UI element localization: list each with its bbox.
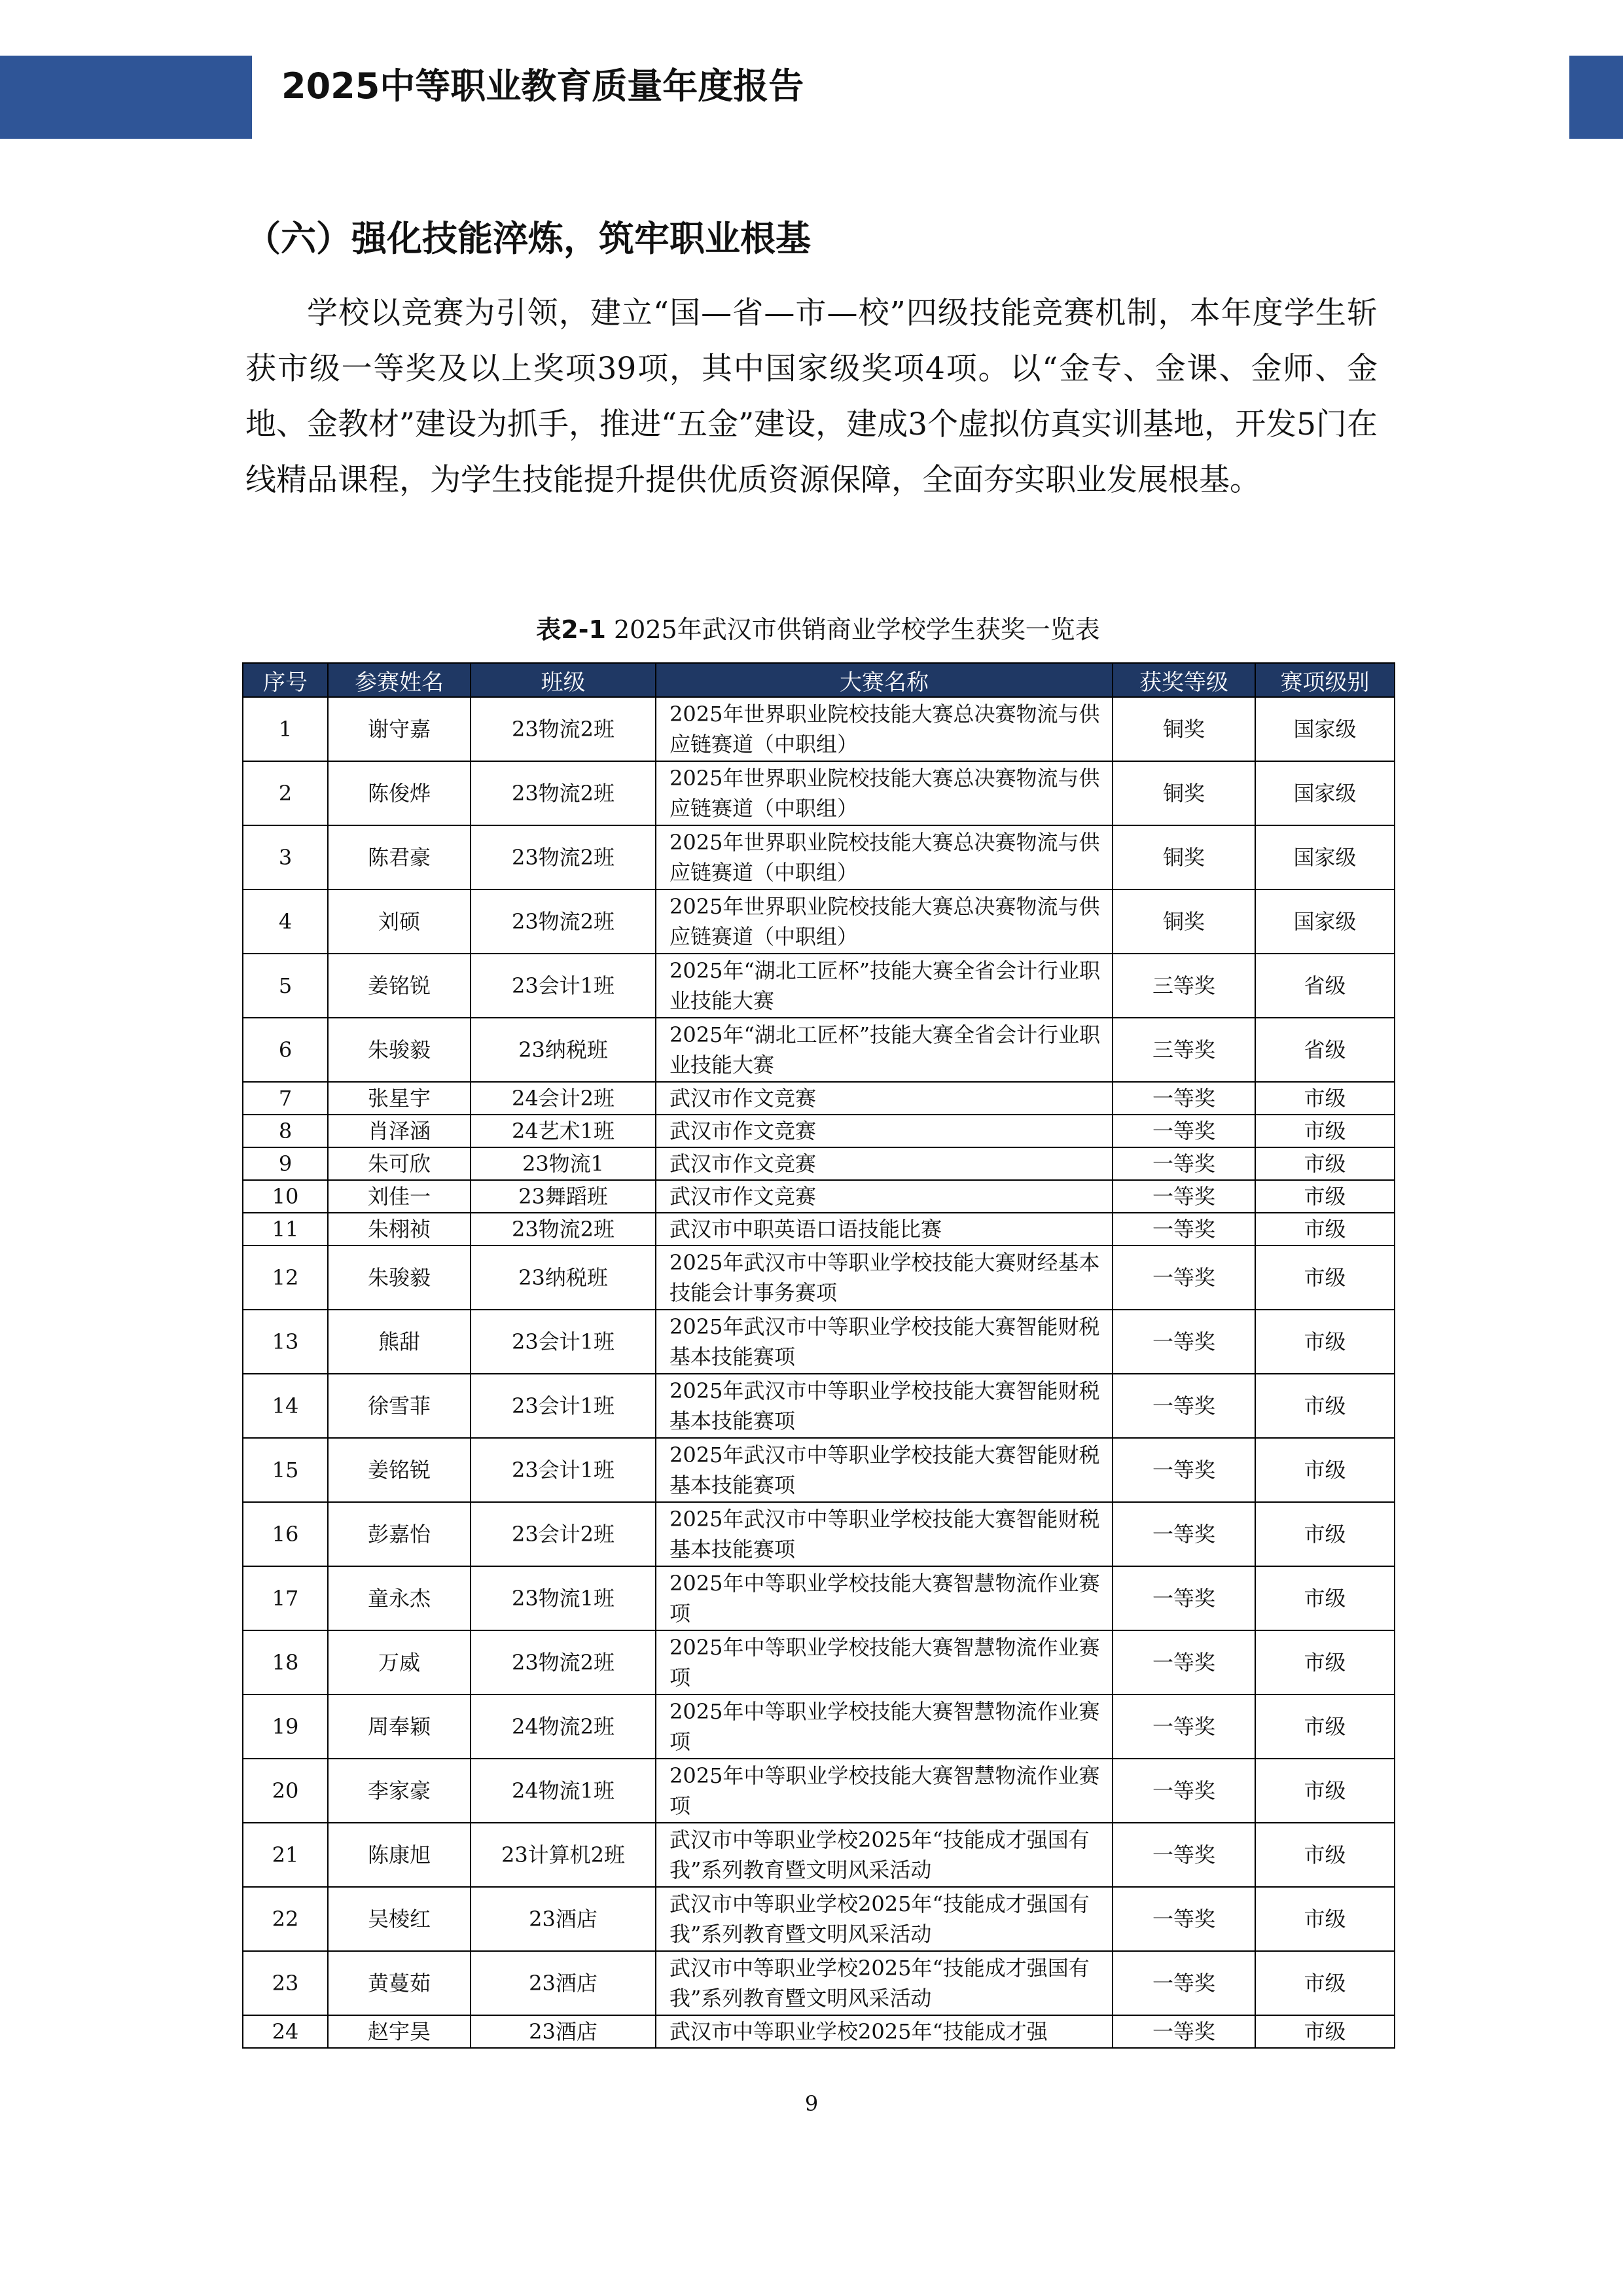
cell-level: 市级 (1255, 1213, 1395, 1246)
table-row (243, 761, 1395, 825)
table-body (243, 697, 1395, 2048)
cell-no: 13 (243, 1310, 328, 1374)
cell-no: 17 (243, 1566, 328, 1630)
table-row (243, 1759, 1395, 1823)
cell-no: 24 (243, 2015, 328, 2048)
cell-class: 23物流2班 (471, 1213, 656, 1246)
table-row (243, 1213, 1395, 1246)
cell-competition: 2025年武汉市中等职业学校技能大赛财经基本技能会计事务赛项 (656, 1246, 1113, 1310)
cell-level: 市级 (1255, 1630, 1395, 1695)
cell-no: 9 (243, 1147, 328, 1180)
cell-class: 23会计1班 (471, 1310, 656, 1374)
cell-level: 国家级 (1255, 889, 1395, 954)
cell-competition: 2025年武汉市中等职业学校技能大赛智能财税基本技能赛项 (656, 1310, 1113, 1374)
cell-competition: 2025年中等职业学校技能大赛智慧物流作业赛项 (656, 1566, 1113, 1630)
cell-name: 黄蔓茹 (328, 1951, 471, 2015)
cell-name: 谢守嘉 (328, 697, 471, 761)
page-number: 9 (804, 2091, 819, 2116)
cell-award: 一等奖 (1113, 1082, 1255, 1115)
cell-award: 铜奖 (1113, 889, 1255, 954)
cell-no: 10 (243, 1180, 328, 1213)
table-caption (242, 610, 1394, 649)
cell-name: 肖泽涵 (328, 1115, 471, 1147)
cell-level: 市级 (1255, 1759, 1395, 1823)
cell-award: 一等奖 (1113, 1823, 1255, 1887)
cell-award: 铜奖 (1113, 697, 1255, 761)
cell-class: 23酒店 (471, 1951, 656, 2015)
col-header-class: 班级 (471, 663, 656, 697)
cell-no: 3 (243, 825, 328, 889)
cell-name: 刘硕 (328, 889, 471, 954)
cell-level: 国家级 (1255, 825, 1395, 889)
cell-class: 23计算机2班 (471, 1823, 656, 1887)
cell-competition: 2025年中等职业学校技能大赛智慧物流作业赛项 (656, 1759, 1113, 1823)
cell-no: 20 (243, 1759, 328, 1823)
table-row (243, 1115, 1395, 1147)
cell-no: 16 (243, 1502, 328, 1566)
table-row (243, 1695, 1395, 1759)
cell-no: 5 (243, 954, 328, 1018)
table-row (243, 1310, 1395, 1374)
header-accent-bar-left (0, 56, 252, 139)
cell-name: 徐雪菲 (328, 1374, 471, 1438)
cell-class: 23舞蹈班 (471, 1180, 656, 1213)
table-caption-number: 表2-1 (536, 615, 606, 644)
cell-no: 4 (243, 889, 328, 954)
cell-award: 一等奖 (1113, 1310, 1255, 1374)
cell-level: 市级 (1255, 1180, 1395, 1213)
cell-level: 市级 (1255, 1310, 1395, 1374)
cell-name: 童永杰 (328, 1566, 471, 1630)
cell-name: 陈俊烨 (328, 761, 471, 825)
section-heading: （六）强化技能淬炼，筑牢职业根基 (245, 218, 811, 259)
cell-no: 14 (243, 1374, 328, 1438)
cell-class: 23酒店 (471, 1887, 656, 1951)
cell-name: 朱骏毅 (328, 1018, 471, 1082)
cell-award: 一等奖 (1113, 1630, 1255, 1695)
cell-competition: 2025年武汉市中等职业学校技能大赛智能财税基本技能赛项 (656, 1502, 1113, 1566)
table-row (243, 1823, 1395, 1887)
cell-competition: 2025年世界职业院校技能大赛总决赛物流与供应链赛道（中职组） (656, 761, 1113, 825)
cell-competition: 武汉市作文竞赛 (656, 1082, 1113, 1115)
table-row (243, 2015, 1395, 2048)
cell-award: 一等奖 (1113, 1180, 1255, 1213)
cell-class: 23物流2班 (471, 825, 656, 889)
cell-class: 23物流2班 (471, 697, 656, 761)
table-row (243, 1246, 1395, 1310)
cell-competition: 武汉市中等职业学校2025年“技能成才强国有我”系列教育暨文明风采活动 (656, 1823, 1113, 1887)
cell-no: 11 (243, 1213, 328, 1246)
cell-name: 朱可欣 (328, 1147, 471, 1180)
cell-competition: 2025年武汉市中等职业学校技能大赛智能财税基本技能赛项 (656, 1374, 1113, 1438)
cell-competition: 武汉市中等职业学校2025年“技能成才强国有我”系列教育暨文明风采活动 (656, 1887, 1113, 1951)
cell-name: 吴棱红 (328, 1887, 471, 1951)
cell-level: 市级 (1255, 1082, 1395, 1115)
cell-no: 21 (243, 1823, 328, 1887)
cell-competition: 武汉市中等职业学校2025年“技能成才强国有我”系列教育暨文明风采活动 (656, 1951, 1113, 2015)
cell-award: 一等奖 (1113, 1759, 1255, 1823)
cell-competition: 2025年中等职业学校技能大赛智慧物流作业赛项 (656, 1630, 1113, 1695)
col-header-level: 赛项级别 (1255, 663, 1395, 697)
cell-award: 一等奖 (1113, 1147, 1255, 1180)
cell-award: 一等奖 (1113, 1438, 1255, 1502)
cell-class: 23物流1 (471, 1147, 656, 1180)
cell-level: 市级 (1255, 1887, 1395, 1951)
cell-class: 23物流2班 (471, 889, 656, 954)
cell-award: 一等奖 (1113, 1566, 1255, 1630)
cell-name: 万威 (328, 1630, 471, 1695)
table-row (243, 1180, 1395, 1213)
cell-competition: 2025年世界职业院校技能大赛总决赛物流与供应链赛道（中职组） (656, 825, 1113, 889)
cell-level: 市级 (1255, 1147, 1395, 1180)
cell-class: 24物流2班 (471, 1695, 656, 1759)
table-row (243, 825, 1395, 889)
table-caption-text: 2025年武汉市供销商业学校学生获奖一览表 (605, 615, 1100, 644)
cell-name: 彭嘉怡 (328, 1502, 471, 1566)
cell-level: 市级 (1255, 1695, 1395, 1759)
cell-award: 三等奖 (1113, 954, 1255, 1018)
table-row (243, 889, 1395, 954)
cell-competition: 2025年世界职业院校技能大赛总决赛物流与供应链赛道（中职组） (656, 697, 1113, 761)
cell-competition: 2025年武汉市中等职业学校技能大赛智能财税基本技能赛项 (656, 1438, 1113, 1502)
table-header-row (243, 663, 1395, 697)
cell-name: 赵宇昊 (328, 2015, 471, 2048)
cell-class: 24艺术1班 (471, 1115, 656, 1147)
cell-level: 市级 (1255, 1374, 1395, 1438)
cell-level: 市级 (1255, 1438, 1395, 1502)
cell-award: 铜奖 (1113, 825, 1255, 889)
cell-level: 市级 (1255, 1566, 1395, 1630)
cell-award: 三等奖 (1113, 1018, 1255, 1082)
cell-competition: 2025年“湖北工匠杯”技能大赛全省会计行业职业技能大赛 (656, 954, 1113, 1018)
table-row (243, 1438, 1395, 1502)
cell-no: 19 (243, 1695, 328, 1759)
cell-name: 朱栩祯 (328, 1213, 471, 1246)
table-row (243, 1147, 1395, 1180)
cell-name: 朱骏毅 (328, 1246, 471, 1310)
table-row (243, 1374, 1395, 1438)
cell-class: 24会计2班 (471, 1082, 656, 1115)
cell-name: 姜铭锐 (328, 954, 471, 1018)
cell-no: 23 (243, 1951, 328, 2015)
cell-no: 8 (243, 1115, 328, 1147)
section-paragraph: 学校以竞赛为引领，建立“国—省—市—校”四级技能竞赛机制，本年度学生斩获市级一等奖及以上奖项39项，其中国家级奖项4项。以“金专、金课、金师、金地、金教材”建设为抓手，推进“五金”建设，建成3个虚拟仿真实训基地，开发5门在线精品课程，为学生技能提升提供优质资源保障，全面夯实职业发展根基。 (245, 295, 1378, 498)
cell-name: 姜铭锐 (328, 1438, 471, 1502)
cell-competition: 武汉市中职英语口语技能比赛 (656, 1213, 1113, 1246)
table-row (243, 954, 1395, 1018)
cell-level: 市级 (1255, 1246, 1395, 1310)
cell-level: 市级 (1255, 1823, 1395, 1887)
cell-no: 12 (243, 1246, 328, 1310)
cell-level: 国家级 (1255, 761, 1395, 825)
cell-class: 23纳税班 (471, 1018, 656, 1082)
report-title: 2025中等职业教育质量年度报告 (281, 65, 804, 107)
cell-level: 市级 (1255, 1951, 1395, 2015)
cell-competition: 2025年中等职业学校技能大赛智慧物流作业赛项 (656, 1695, 1113, 1759)
cell-award: 一等奖 (1113, 1374, 1255, 1438)
cell-class: 24物流1班 (471, 1759, 656, 1823)
cell-award: 一等奖 (1113, 1951, 1255, 2015)
cell-competition: 武汉市作文竞赛 (656, 1180, 1113, 1213)
cell-class: 23会计2班 (471, 1502, 656, 1566)
cell-level: 市级 (1255, 1115, 1395, 1147)
cell-competition: 武汉市中等职业学校2025年“技能成才强 (656, 2015, 1113, 2048)
cell-no: 6 (243, 1018, 328, 1082)
cell-level: 国家级 (1255, 697, 1395, 761)
cell-competition: 2025年世界职业院校技能大赛总决赛物流与供应链赛道（中职组） (656, 889, 1113, 954)
table-row (243, 1630, 1395, 1695)
cell-no: 7 (243, 1082, 328, 1115)
cell-award: 铜奖 (1113, 761, 1255, 825)
table-row (243, 1566, 1395, 1630)
col-header-award: 获奖等级 (1113, 663, 1255, 697)
awards-table (242, 662, 1395, 2049)
table-row (243, 1082, 1395, 1115)
cell-name: 陈君豪 (328, 825, 471, 889)
cell-award: 一等奖 (1113, 1115, 1255, 1147)
cell-name: 陈康旭 (328, 1823, 471, 1887)
table-row (243, 697, 1395, 761)
cell-no: 22 (243, 1887, 328, 1951)
cell-award: 一等奖 (1113, 1502, 1255, 1566)
cell-level: 市级 (1255, 2015, 1395, 2048)
cell-name: 张星宇 (328, 1082, 471, 1115)
cell-class: 23物流1班 (471, 1566, 656, 1630)
cell-class: 23物流2班 (471, 761, 656, 825)
cell-class: 23酒店 (471, 2015, 656, 2048)
cell-class: 23纳税班 (471, 1246, 656, 1310)
cell-name: 李家豪 (328, 1759, 471, 1823)
cell-award: 一等奖 (1113, 1887, 1255, 1951)
cell-class: 23会计1班 (471, 1438, 656, 1502)
cell-class: 23会计1班 (471, 1374, 656, 1438)
cell-award: 一等奖 (1113, 1246, 1255, 1310)
cell-award: 一等奖 (1113, 1213, 1255, 1246)
cell-no: 15 (243, 1438, 328, 1502)
header-accent-bar-right (1569, 56, 1623, 139)
table-row (243, 1502, 1395, 1566)
cell-level: 市级 (1255, 1502, 1395, 1566)
cell-level: 省级 (1255, 1018, 1395, 1082)
cell-competition: 武汉市作文竞赛 (656, 1147, 1113, 1180)
col-header-name: 参赛姓名 (328, 663, 471, 697)
cell-award: 一等奖 (1113, 2015, 1255, 2048)
table-row (243, 1018, 1395, 1082)
cell-competition: 2025年“湖北工匠杯”技能大赛全省会计行业职业技能大赛 (656, 1018, 1113, 1082)
cell-name: 周奉颖 (328, 1695, 471, 1759)
table-row (243, 1887, 1395, 1951)
col-header-no: 序号 (243, 663, 328, 697)
cell-award: 一等奖 (1113, 1695, 1255, 1759)
cell-no: 2 (243, 761, 328, 825)
cell-no: 18 (243, 1630, 328, 1695)
cell-class: 23物流2班 (471, 1630, 656, 1695)
table-row (243, 1951, 1395, 2015)
cell-class: 23会计1班 (471, 954, 656, 1018)
col-header-competition: 大赛名称 (656, 663, 1113, 697)
cell-no: 1 (243, 697, 328, 761)
cell-name: 刘佳一 (328, 1180, 471, 1213)
cell-level: 省级 (1255, 954, 1395, 1018)
cell-name: 熊甜 (328, 1310, 471, 1374)
cell-competition: 武汉市作文竞赛 (656, 1115, 1113, 1147)
